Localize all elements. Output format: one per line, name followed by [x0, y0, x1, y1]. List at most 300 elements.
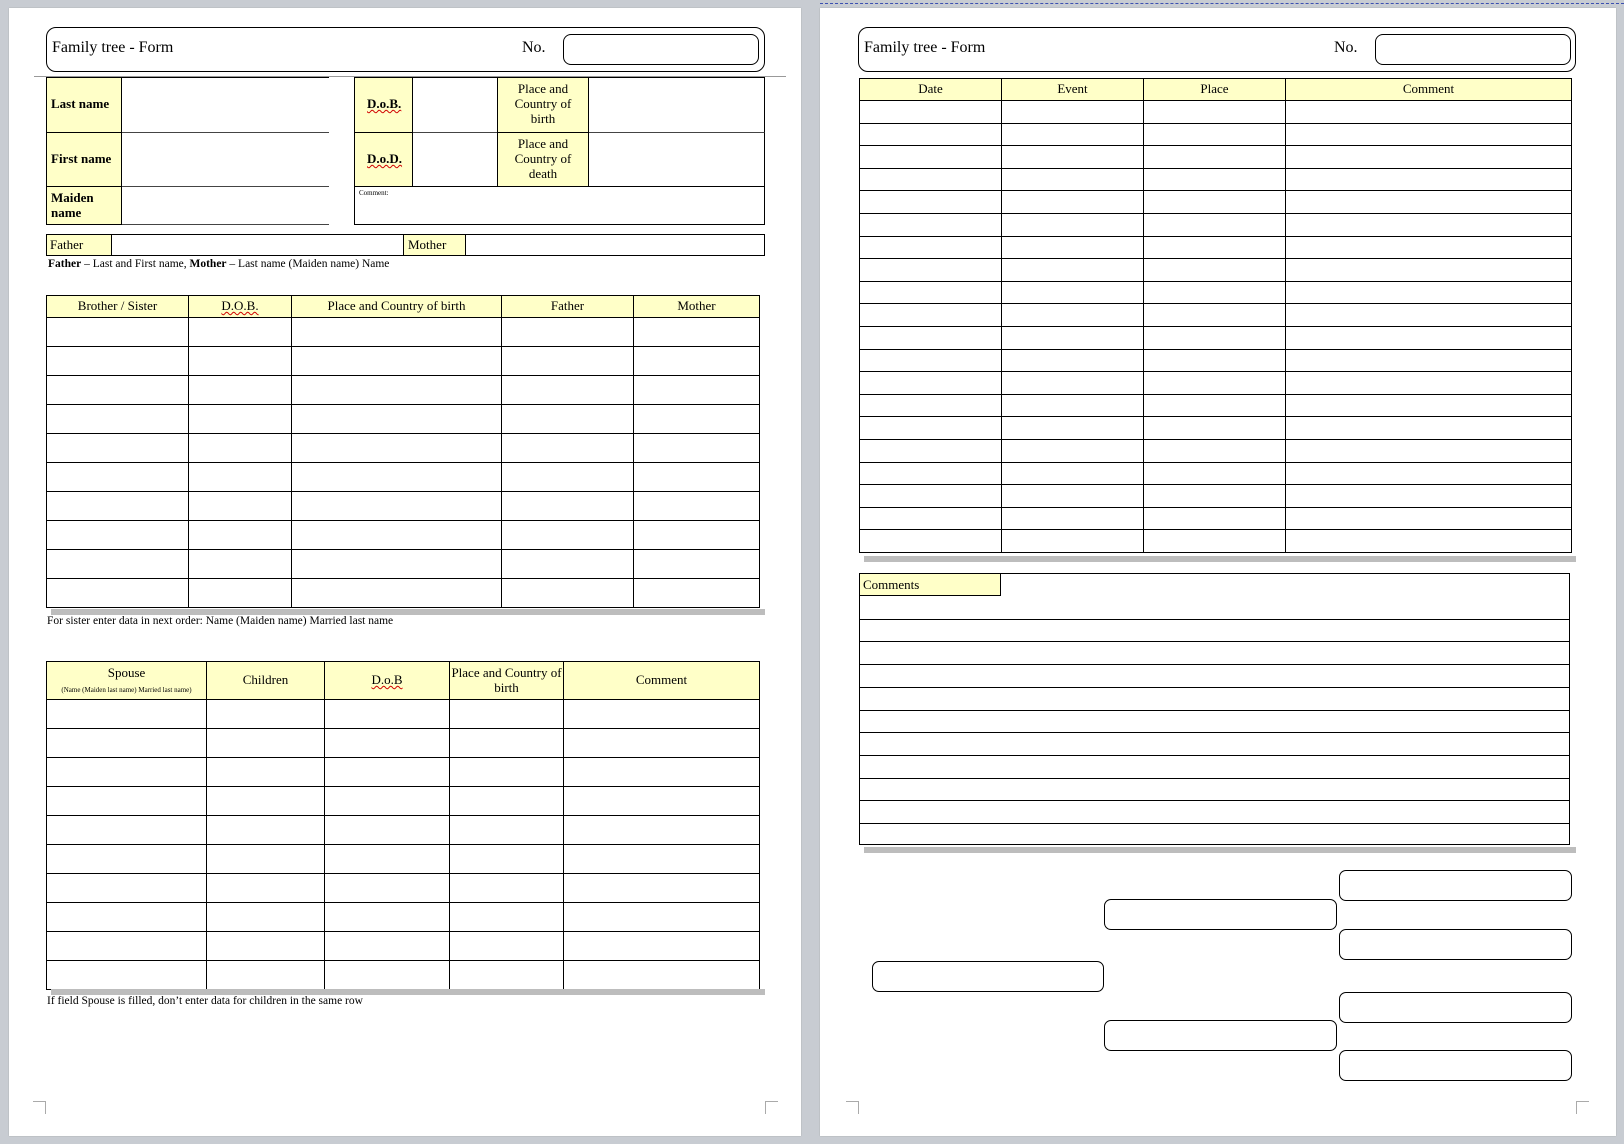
- table-cell[interactable]: [47, 729, 207, 758]
- table-cell[interactable]: [292, 376, 502, 405]
- table-cell[interactable]: [1286, 168, 1572, 191]
- first-name-label: First name: [51, 151, 112, 166]
- number-label: No.: [1334, 39, 1358, 56]
- table-cell[interactable]: [1002, 462, 1144, 485]
- spouse-row: [47, 845, 760, 874]
- father-field[interactable]: [112, 235, 403, 255]
- birth-place-label: Place and Country of birth: [514, 81, 572, 126]
- table-cell[interactable]: [1002, 372, 1144, 395]
- table-cell[interactable]: [1002, 530, 1144, 553]
- event-row: [860, 281, 1572, 304]
- table-cell[interactable]: [47, 405, 189, 434]
- table-cell[interactable]: [860, 530, 1002, 553]
- table-cell[interactable]: [860, 304, 1002, 327]
- person-comment-field[interactable]: [354, 186, 765, 225]
- table-cell[interactable]: [564, 845, 760, 874]
- form-title: Family tree - Form: [864, 39, 986, 56]
- event-row: [860, 507, 1572, 530]
- table-cell[interactable]: [860, 394, 1002, 417]
- table-cell[interactable]: [860, 146, 1002, 169]
- table-cell[interactable]: [860, 485, 1002, 508]
- dod-label: D.o.D.: [367, 151, 403, 166]
- table-cell[interactable]: [502, 463, 634, 492]
- spouse-row: [47, 903, 760, 932]
- sibling-dob-header: [189, 296, 292, 318]
- form-number-field[interactable]: [563, 34, 759, 65]
- event-row: [860, 462, 1572, 485]
- sibling-dob-header-text: D.O.B.: [221, 298, 259, 314]
- table-cell[interactable]: [564, 758, 760, 787]
- table-cell[interactable]: [189, 492, 292, 521]
- table-cell[interactable]: [1002, 281, 1144, 304]
- table-cell[interactable]: [207, 932, 325, 961]
- spouse-row: [47, 874, 760, 903]
- table-cell[interactable]: [1286, 213, 1572, 236]
- dod-label-cell: [354, 132, 413, 186]
- table-cell[interactable]: [1002, 507, 1144, 530]
- sibling-name-header: Brother / Sister: [47, 296, 189, 318]
- table-cell[interactable]: [1002, 146, 1144, 169]
- table-cell[interactable]: [1144, 439, 1286, 462]
- table-cell[interactable]: [1002, 236, 1144, 259]
- parents-note-mother: Mother: [189, 258, 227, 270]
- dob-label-cell: [354, 77, 413, 132]
- form-header: [46, 27, 765, 72]
- sibling-row: [47, 318, 760, 347]
- table-cell[interactable]: [564, 932, 760, 961]
- table-cell[interactable]: [189, 347, 292, 376]
- spouse-row: [47, 816, 760, 845]
- table-cell[interactable]: [450, 932, 564, 961]
- table-cell[interactable]: [450, 845, 564, 874]
- table-cell[interactable]: [1144, 507, 1286, 530]
- children-header: Children: [207, 662, 325, 700]
- sibling-row: [47, 550, 760, 579]
- table-cell[interactable]: [1144, 462, 1286, 485]
- event-row: [860, 213, 1572, 236]
- table-cell[interactable]: [1286, 236, 1572, 259]
- table-cell[interactable]: [325, 903, 450, 932]
- table-cell[interactable]: [207, 874, 325, 903]
- table-cell[interactable]: [564, 903, 760, 932]
- father-label-cell: [47, 235, 112, 255]
- table-cell[interactable]: [564, 961, 760, 990]
- comments-box-shadow: [864, 847, 1576, 853]
- comment-line[interactable]: [860, 755, 1569, 756]
- table-cell[interactable]: [502, 376, 634, 405]
- table-cell[interactable]: [47, 845, 207, 874]
- spouse-row: [47, 729, 760, 758]
- event-row: [860, 349, 1572, 372]
- pedigree-box-grandparent-2[interactable]: [1339, 929, 1572, 960]
- last-name-label-cell: [46, 77, 122, 132]
- table-cell[interactable]: [502, 434, 634, 463]
- table-cell[interactable]: [1286, 281, 1572, 304]
- table-cell[interactable]: [634, 405, 760, 434]
- table-cell[interactable]: [450, 700, 564, 729]
- table-cell[interactable]: [47, 434, 189, 463]
- pedigree-box-grandparent-3[interactable]: [1339, 992, 1572, 1023]
- table-cell[interactable]: [450, 758, 564, 787]
- table-cell[interactable]: [1144, 236, 1286, 259]
- table-cell[interactable]: [1002, 394, 1144, 417]
- table-cell[interactable]: [1002, 191, 1144, 214]
- table-cell[interactable]: [564, 700, 760, 729]
- table-cell[interactable]: [860, 507, 1002, 530]
- table-cell[interactable]: [325, 874, 450, 903]
- sibling-row: [47, 376, 760, 405]
- table-cell[interactable]: [1002, 439, 1144, 462]
- table-cell[interactable]: [1286, 394, 1572, 417]
- comment-line[interactable]: [860, 687, 1569, 688]
- event-date-header: Date: [860, 79, 1002, 101]
- form-header: [858, 27, 1576, 72]
- pedigree-box-parent-1[interactable]: [1104, 899, 1337, 930]
- event-row: [860, 191, 1572, 214]
- comment-line[interactable]: [860, 710, 1569, 711]
- table-cell[interactable]: [47, 318, 189, 347]
- spouse-header-text: Spouse: [107, 664, 146, 680]
- table-cell[interactable]: [860, 417, 1002, 440]
- table-cell[interactable]: [1002, 259, 1144, 282]
- table-cell[interactable]: [1144, 213, 1286, 236]
- table-cell[interactable]: [1286, 485, 1572, 508]
- sibling-row: [47, 434, 760, 463]
- dod-field[interactable]: [413, 132, 497, 186]
- spouse-header: [47, 662, 207, 700]
- table-cell[interactable]: [1286, 326, 1572, 349]
- event-row: [860, 259, 1572, 282]
- table-cell[interactable]: [1286, 123, 1572, 146]
- table-cell[interactable]: [860, 101, 1002, 124]
- spouses-note: If field Spouse is filled, don’t enter data for children in the same row: [47, 995, 363, 1007]
- table-cell[interactable]: [1002, 101, 1144, 124]
- comment-label: Comment:: [359, 189, 389, 197]
- table-cell[interactable]: [564, 816, 760, 845]
- table-cell[interactable]: [1002, 417, 1144, 440]
- birth-place-label-cell: [497, 77, 589, 132]
- sibling-row: [47, 347, 760, 376]
- death-place-field[interactable]: [589, 132, 765, 186]
- table-cell[interactable]: [47, 550, 189, 579]
- mother-field[interactable]: [466, 235, 764, 255]
- table-cell[interactable]: [292, 550, 502, 579]
- sibling-row: [47, 579, 760, 608]
- table-cell[interactable]: [292, 521, 502, 550]
- table-cell[interactable]: [1144, 123, 1286, 146]
- table-cell[interactable]: [207, 816, 325, 845]
- table-cell[interactable]: [502, 492, 634, 521]
- table-cell[interactable]: [47, 961, 207, 990]
- table-cell[interactable]: [450, 787, 564, 816]
- table-cell[interactable]: [1286, 439, 1572, 462]
- table-cell[interactable]: [1286, 349, 1572, 372]
- table-cell[interactable]: [189, 434, 292, 463]
- spouse-dob-header-text: D.o.B: [371, 672, 403, 688]
- page-corner-mark: [765, 1101, 778, 1114]
- table-cell[interactable]: [860, 462, 1002, 485]
- table-cell[interactable]: [634, 492, 760, 521]
- table-cell[interactable]: [47, 376, 189, 405]
- table-cell[interactable]: [1002, 304, 1144, 327]
- table-cell[interactable]: [1144, 394, 1286, 417]
- table-cell[interactable]: [207, 903, 325, 932]
- parents-note-father: Father: [48, 258, 82, 270]
- table-cell[interactable]: [1002, 168, 1144, 191]
- event-row: [860, 236, 1572, 259]
- table-cell[interactable]: [47, 903, 207, 932]
- last-name-label: Last name: [51, 96, 110, 111]
- table-cell[interactable]: [1002, 485, 1144, 508]
- dob-field[interactable]: [413, 77, 497, 132]
- table-cell[interactable]: [1144, 281, 1286, 304]
- siblings-note: For sister enter data in next order: Name (Maiden name) Married last name: [47, 615, 394, 627]
- event-comment-header: Comment: [1286, 79, 1572, 101]
- maiden-name-label: Maiden name: [51, 190, 94, 220]
- form-number-field[interactable]: [1375, 34, 1571, 65]
- table-cell[interactable]: [1144, 372, 1286, 395]
- table-cell[interactable]: [1002, 123, 1144, 146]
- table-cell[interactable]: [860, 123, 1002, 146]
- comment-line[interactable]: [860, 823, 1569, 824]
- spouse-header-subtext: (Name (Maiden last name) Married last name): [61, 685, 192, 694]
- last-name-field[interactable]: [122, 77, 329, 132]
- table-cell[interactable]: [502, 579, 634, 608]
- number-label: No.: [522, 39, 546, 56]
- table-cell[interactable]: [502, 405, 634, 434]
- table-cell[interactable]: [207, 845, 325, 874]
- table-cell[interactable]: [325, 787, 450, 816]
- comment-line[interactable]: [860, 732, 1569, 733]
- comments-label-cell: [860, 574, 1001, 596]
- table-cell[interactable]: [1144, 191, 1286, 214]
- table-cell[interactable]: [1286, 259, 1572, 282]
- table-cell[interactable]: [634, 521, 760, 550]
- sibling-place-header: Place and Country of birth: [292, 296, 502, 318]
- table-cell[interactable]: [1144, 349, 1286, 372]
- table-cell[interactable]: [1002, 213, 1144, 236]
- table-cell[interactable]: [1002, 349, 1144, 372]
- table-cell[interactable]: [325, 758, 450, 787]
- maiden-name-label-cell: [46, 186, 122, 225]
- event-row: [860, 168, 1572, 191]
- table-cell[interactable]: [292, 463, 502, 492]
- table-cell[interactable]: [292, 579, 502, 608]
- death-place-label: Place and Country of death: [514, 136, 572, 181]
- event-row: [860, 394, 1572, 417]
- table-cell[interactable]: [1286, 191, 1572, 214]
- table-cell[interactable]: [634, 550, 760, 579]
- spouse-row: [47, 932, 760, 961]
- table-cell[interactable]: [450, 816, 564, 845]
- comment-line[interactable]: [860, 619, 1569, 620]
- table-cell[interactable]: [502, 550, 634, 579]
- table-cell[interactable]: [325, 961, 450, 990]
- table-cell[interactable]: [1286, 372, 1572, 395]
- table-cell[interactable]: [325, 845, 450, 874]
- table-cell[interactable]: [207, 758, 325, 787]
- table-cell[interactable]: [1286, 530, 1572, 553]
- table-cell[interactable]: [47, 874, 207, 903]
- table-cell[interactable]: [207, 729, 325, 758]
- table-cell[interactable]: [450, 903, 564, 932]
- event-row: [860, 123, 1572, 146]
- event-row: [860, 417, 1572, 440]
- table-cell[interactable]: [1286, 417, 1572, 440]
- table-cell[interactable]: [207, 961, 325, 990]
- table-cell[interactable]: [860, 326, 1002, 349]
- table-cell[interactable]: [1144, 485, 1286, 508]
- table-cell[interactable]: [292, 347, 502, 376]
- table-cell[interactable]: [634, 318, 760, 347]
- event-name-header: Event: [1002, 79, 1144, 101]
- table-cell[interactable]: [325, 700, 450, 729]
- table-cell[interactable]: [1144, 417, 1286, 440]
- table-cell[interactable]: [325, 729, 450, 758]
- comment-line[interactable]: [860, 800, 1569, 801]
- table-cell[interactable]: [564, 874, 760, 903]
- siblings-rows: [47, 318, 760, 608]
- mother-label: Mother: [408, 237, 447, 252]
- table-cell[interactable]: [1286, 101, 1572, 124]
- table-cell[interactable]: [1002, 326, 1144, 349]
- table-cell[interactable]: [292, 318, 502, 347]
- spouse-row: [47, 961, 760, 990]
- table-cell[interactable]: [564, 787, 760, 816]
- sibling-father-header: Father: [502, 296, 634, 318]
- table-cell[interactable]: [860, 349, 1002, 372]
- comments-box: [859, 573, 1570, 845]
- event-row: [860, 485, 1572, 508]
- table-cell[interactable]: [47, 932, 207, 961]
- table-cell[interactable]: [189, 550, 292, 579]
- table-cell[interactable]: [502, 318, 634, 347]
- table-cell[interactable]: [450, 961, 564, 990]
- siblings-table: [46, 295, 760, 608]
- table-cell[interactable]: [634, 434, 760, 463]
- table-cell[interactable]: [189, 463, 292, 492]
- birth-place-field[interactable]: [589, 77, 765, 132]
- table-cell[interactable]: [325, 932, 450, 961]
- table-cell[interactable]: [47, 758, 207, 787]
- table-cell[interactable]: [860, 236, 1002, 259]
- table-cell[interactable]: [860, 259, 1002, 282]
- pedigree-box-parent-2[interactable]: [1104, 1020, 1337, 1051]
- table-cell[interactable]: [189, 521, 292, 550]
- table-cell[interactable]: [860, 372, 1002, 395]
- sibling-row: [47, 492, 760, 521]
- table-cell[interactable]: [450, 729, 564, 758]
- table-cell[interactable]: [860, 191, 1002, 214]
- table-cell[interactable]: [47, 347, 189, 376]
- table-cell[interactable]: [189, 376, 292, 405]
- table-cell[interactable]: [189, 579, 292, 608]
- table-cell[interactable]: [292, 434, 502, 463]
- table-cell[interactable]: [860, 168, 1002, 191]
- table-cell[interactable]: [292, 405, 502, 434]
- table-cell[interactable]: [1144, 101, 1286, 124]
- sibling-row: [47, 463, 760, 492]
- parents-note: [48, 258, 389, 270]
- table-cell[interactable]: [860, 439, 1002, 462]
- spouse-row: [47, 787, 760, 816]
- table-cell[interactable]: [1286, 507, 1572, 530]
- table-cell[interactable]: [634, 347, 760, 376]
- table-cell[interactable]: [502, 347, 634, 376]
- table-cell[interactable]: [1144, 146, 1286, 169]
- table-cell[interactable]: [502, 521, 634, 550]
- page-1: [9, 8, 801, 1136]
- first-name-field[interactable]: [122, 132, 329, 186]
- page-corner-mark: [846, 1101, 859, 1114]
- table-cell[interactable]: [450, 874, 564, 903]
- spouse-row: [47, 700, 760, 729]
- comment-line[interactable]: [860, 664, 1569, 665]
- table-cell[interactable]: [189, 318, 292, 347]
- table-cell[interactable]: [47, 700, 207, 729]
- table-cell[interactable]: [292, 492, 502, 521]
- table-cell[interactable]: [1144, 530, 1286, 553]
- spouse-row: [47, 758, 760, 787]
- table-cell[interactable]: [634, 579, 760, 608]
- table-cell[interactable]: [1286, 146, 1572, 169]
- spouses-rows: [47, 700, 760, 990]
- table-cell[interactable]: [1286, 304, 1572, 327]
- form-title: Family tree - Form: [52, 39, 174, 56]
- table-cell[interactable]: [860, 213, 1002, 236]
- table-cell[interactable]: [207, 700, 325, 729]
- father-label: Father: [50, 237, 84, 252]
- table-cell[interactable]: [1144, 304, 1286, 327]
- table-cell[interactable]: [325, 816, 450, 845]
- spouses-table: [46, 661, 760, 990]
- pedigree-box-grandparent-1[interactable]: [1339, 870, 1572, 901]
- table-cell[interactable]: [1144, 326, 1286, 349]
- table-cell[interactable]: [564, 729, 760, 758]
- comment-line[interactable]: [860, 778, 1569, 779]
- table-cell[interactable]: [207, 787, 325, 816]
- comments-label: Comments: [863, 577, 920, 592]
- table-cell[interactable]: [1144, 259, 1286, 282]
- table-cell[interactable]: [1144, 168, 1286, 191]
- table-cell[interactable]: [47, 579, 189, 608]
- page-2: [820, 8, 1616, 1136]
- table-cell[interactable]: [634, 376, 760, 405]
- parents-row: [46, 234, 765, 256]
- comment-line[interactable]: [860, 641, 1569, 642]
- table-cell[interactable]: [47, 787, 207, 816]
- spouse-comment-header: Comment: [564, 662, 760, 700]
- table-cell[interactable]: [47, 463, 189, 492]
- sibling-row: [47, 405, 760, 434]
- events-table: [859, 78, 1572, 553]
- table-cell[interactable]: [1286, 462, 1572, 485]
- table-cell[interactable]: [47, 492, 189, 521]
- table-cell[interactable]: [189, 405, 292, 434]
- death-place-label-cell: [497, 132, 589, 186]
- table-cell[interactable]: [634, 463, 760, 492]
- table-cell[interactable]: [860, 281, 1002, 304]
- table-cell[interactable]: [47, 521, 189, 550]
- maiden-name-field[interactable]: [122, 186, 329, 225]
- page-corner-mark: [33, 1101, 46, 1114]
- pedigree-box-grandparent-4[interactable]: [1339, 1050, 1572, 1081]
- event-place-header: Place: [1144, 79, 1286, 101]
- table-cell[interactable]: [47, 816, 207, 845]
- spouse-dob-header: [325, 662, 450, 700]
- pedigree-box-self[interactable]: [872, 961, 1104, 992]
- event-row: [860, 304, 1572, 327]
